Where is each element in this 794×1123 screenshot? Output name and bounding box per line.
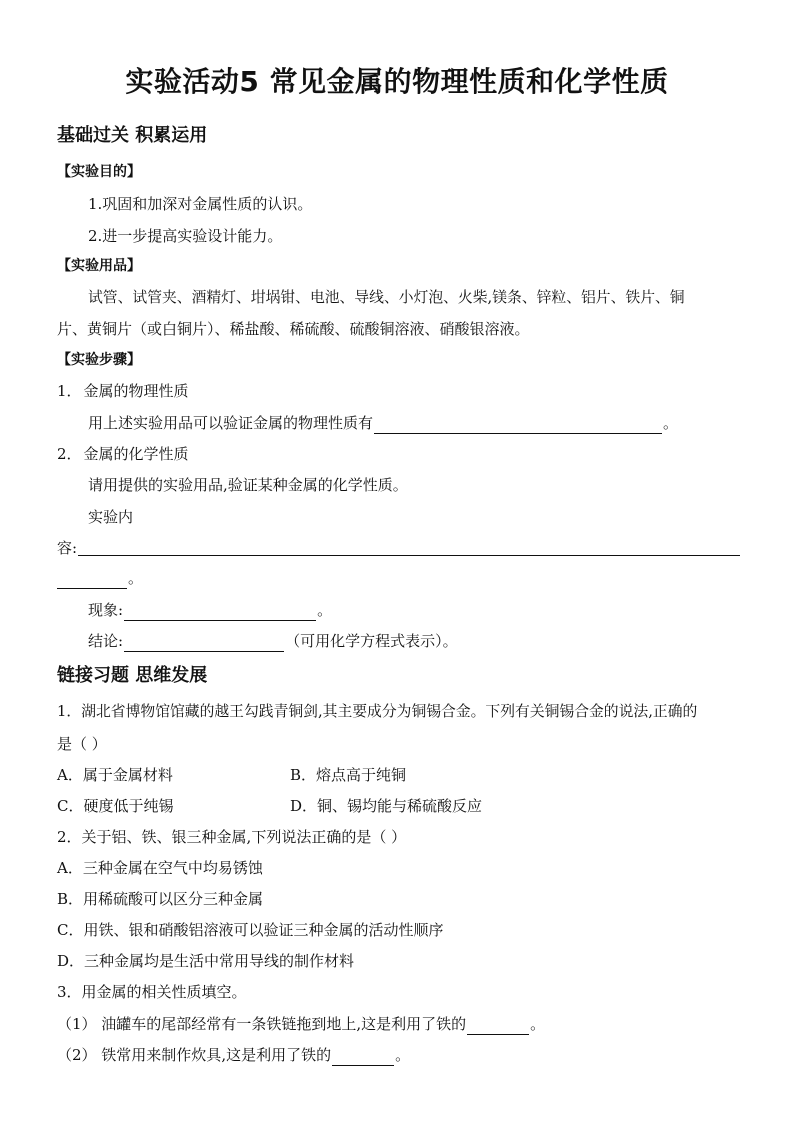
question-3-stem: 3．用金属的相关性质填空。 bbox=[57, 983, 247, 1001]
page-title: 实验活动5 常见金属的物理性质和化学性质 bbox=[125, 65, 669, 98]
question-2-option-c[interactable]: C．用铁、银和硝酸铝溶液可以验证三种金属的活动性顺序 bbox=[57, 921, 444, 939]
step-2-number: 2． bbox=[57, 445, 82, 463]
step-2-title: 金属的化学性质 bbox=[83, 445, 189, 463]
question-3-part-1: （1） 油罐车的尾部经常有一条铁链拖到地上,这是利用了铁的 。 bbox=[57, 1015, 546, 1033]
purpose-item-2: 2.进一步提高实验设计能力。 bbox=[88, 227, 283, 245]
step-1-title: 金属的物理性质 bbox=[83, 382, 189, 400]
question-1-option-d[interactable]: D．铜、锡均能与稀硫酸反应 bbox=[290, 797, 483, 815]
question-2-option-a[interactable]: A．三种金属在空气中均易锈蚀 bbox=[57, 859, 263, 877]
section-heading-exercises: 链接习题 思维发展 bbox=[57, 665, 208, 686]
step-1-text: 用上述实验用品可以验证金属的物理性质有 。 bbox=[88, 414, 679, 432]
materials-line-1: 试管、试管夹、酒精灯、坩埚钳、电池、导线、小灯泡、火柴,镁条、锌粒、铝片、铁片、铜 bbox=[88, 289, 685, 306]
question-2-option-b[interactable]: B．用稀硫酸可以区分三种金属 bbox=[57, 890, 264, 908]
conclusion-row: 结论: （可用化学方程式表示）。 bbox=[88, 632, 458, 650]
answer-blank-physical-properties[interactable] bbox=[374, 416, 662, 434]
question-2-stem: 2．关于铝、铁、银三种金属,下列说法正确的是（ ） bbox=[57, 828, 407, 846]
question-3-part-2: （2） 铁常用来制作炊具,这是利用了铁的 。 bbox=[57, 1046, 411, 1064]
steps-label: 【实验步骤】 bbox=[57, 352, 141, 368]
materials-line-2: 片、黄铜片（或白铜片）、稀盐酸、稀硫酸、硫酸铜溶液、硝酸银溶液。 bbox=[57, 320, 530, 338]
content-continuation: 。 bbox=[57, 567, 143, 589]
answer-blank-conclusion[interactable] bbox=[124, 634, 284, 652]
question-2-option-d[interactable]: D．三种金属均是生活中常用导线的制作材料 bbox=[57, 952, 355, 970]
content-label-part-2: 容: bbox=[57, 539, 78, 557]
question-1-option-a[interactable]: A．属于金属材料 bbox=[57, 766, 173, 784]
purpose-item-1: 1.巩固和加深对金属性质的认识。 bbox=[88, 195, 313, 213]
question-1-option-b[interactable]: B．熔点高于纯铜 bbox=[290, 766, 407, 784]
answer-blank-phenomenon[interactable] bbox=[124, 603, 316, 621]
question-1-line-1: 1．湖北省博物馆馆藏的越王勾践青铜剑,其主要成分为铜锡合金。下列有关铜锡合金的说法,正确的 bbox=[57, 703, 698, 720]
phenomenon-row: 现象: 。 bbox=[88, 601, 333, 619]
answer-blank-q3-1[interactable] bbox=[467, 1017, 529, 1035]
purpose-label: 【实验目的】 bbox=[57, 164, 141, 180]
question-1-line-2: 是（ ） bbox=[57, 735, 107, 753]
step-1-heading bbox=[57, 380, 189, 402]
step-2-heading bbox=[57, 443, 189, 465]
section-heading-basics: 基础过关 积累运用 bbox=[57, 125, 208, 146]
answer-blank-content-line-2[interactable] bbox=[57, 571, 127, 589]
step-1-number: 1． bbox=[57, 382, 82, 400]
question-1-option-c[interactable]: C．硬度低于纯锡 bbox=[57, 797, 174, 815]
step-2-text: 请用提供的实验用品,验证某种金属的化学性质。 bbox=[88, 476, 408, 494]
answer-blank-q3-2[interactable] bbox=[332, 1048, 394, 1066]
answer-blank-content-line-1[interactable] bbox=[78, 555, 740, 556]
materials-label: 【实验用品】 bbox=[57, 258, 141, 274]
content-label-part-1: 实验内 bbox=[88, 508, 134, 526]
